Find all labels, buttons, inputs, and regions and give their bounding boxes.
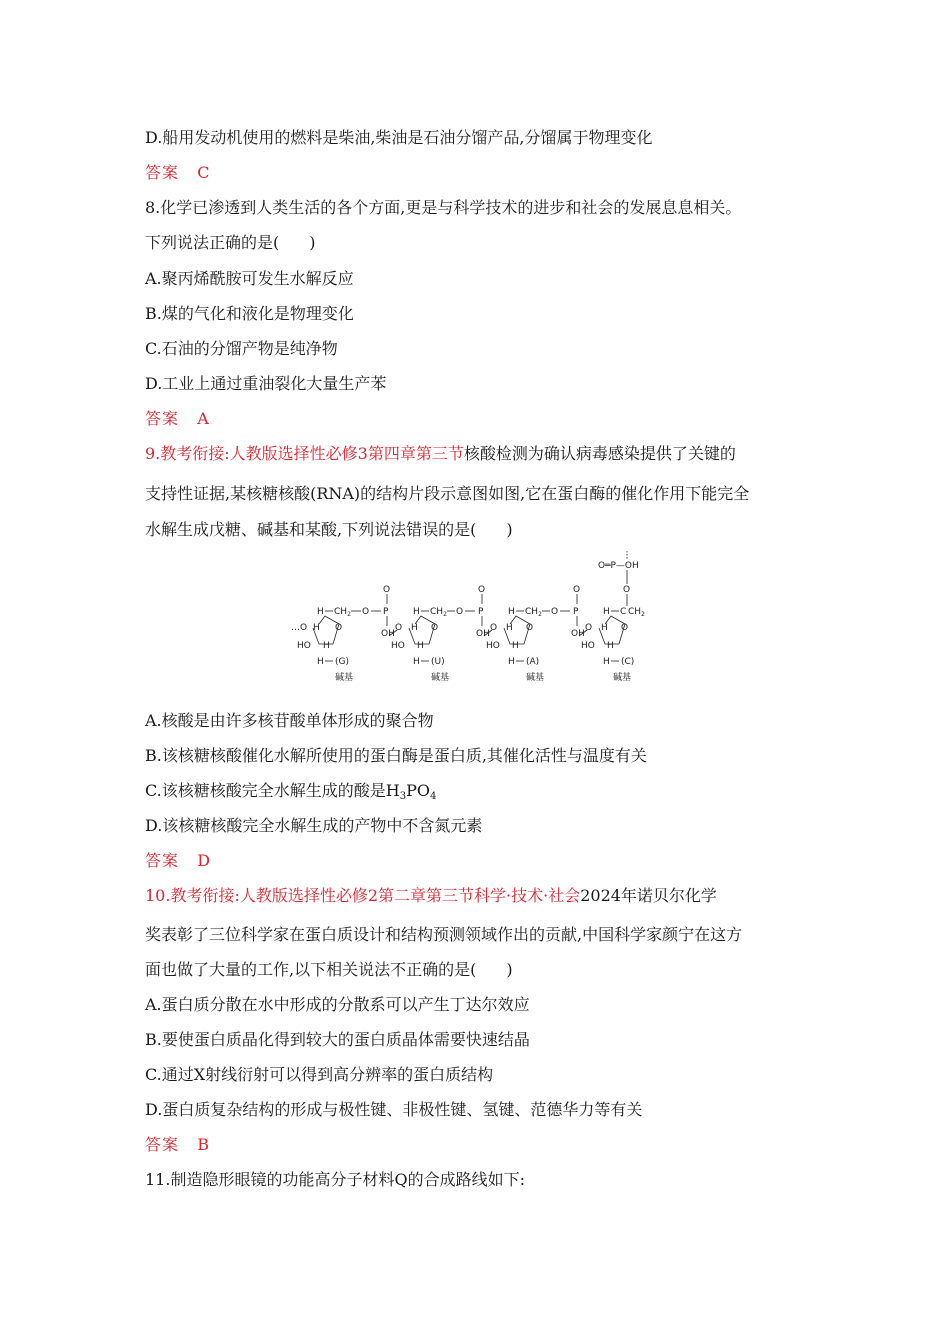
nucleotide-unit-1 — [297, 585, 402, 683]
atom-h: H — [413, 607, 420, 617]
atom-h: H — [601, 623, 608, 633]
q9-option-b: B.该核糖核酸催化水解所使用的蛋白酶是蛋白质,其催化活性与温度有关 — [145, 746, 647, 765]
q10-stem-close: ) — [506, 960, 513, 979]
answer-label: 答案 — [145, 409, 180, 428]
oh: OH — [381, 629, 395, 639]
q9-option-d: D.该核糖核酸完全水解生成的产物中不含氮元素 — [145, 816, 483, 835]
nucleotide-unit-2 — [391, 585, 497, 683]
q9-option-c — [145, 780, 436, 808]
atom-p: P — [383, 607, 389, 617]
base-c: (C) — [621, 657, 635, 667]
q9-stem-text: 核酸检测为确认病毒感染提供了关键的 — [463, 444, 736, 463]
q9-stem-text: 水解生成戊糖、碱基和某酸,下列说法错误的是( — [145, 520, 477, 539]
ho: HO — [486, 641, 500, 651]
base-label: 碱基 — [335, 673, 354, 683]
q10-stem-line3 — [145, 959, 513, 981]
base-a: (A) — [526, 657, 540, 667]
q10-number: 10. — [145, 886, 171, 905]
atom-o: O — [362, 607, 370, 617]
q9-stem-line3 — [145, 519, 513, 541]
atom-h: H — [411, 623, 418, 633]
ring-o: O — [526, 623, 534, 633]
atom-h: H — [512, 641, 519, 651]
base-u: (U) — [431, 657, 445, 667]
atom-o: O — [478, 585, 486, 595]
atom-h: H — [603, 607, 610, 617]
atom-h: H — [603, 657, 610, 667]
atom-h: H — [317, 657, 324, 667]
rna-structure-figure — [285, 548, 665, 690]
oh: OH — [476, 629, 490, 639]
answer-value: B — [197, 1135, 211, 1154]
base-g: (G) — [335, 657, 349, 667]
q7-answer — [145, 162, 211, 184]
q9-answer — [145, 850, 211, 872]
q8-option-c: C.石油的分馏产物是纯净物 — [145, 339, 338, 358]
atom-o: O — [585, 623, 593, 633]
q8-option-d: D.工业上通过重油裂化大量生产苯 — [145, 374, 387, 393]
option-c-text: C.该核糖核酸完全水解生成的酸是H — [145, 781, 400, 800]
atom-c: C — [620, 607, 627, 617]
ch2: $CH_2$ — [334, 607, 351, 618]
subscript: 4 — [429, 791, 437, 802]
q8-stem-close: ) — [309, 233, 316, 252]
atom-h: H — [508, 657, 515, 667]
option-c-text: PO — [406, 781, 430, 800]
top-o: O — [623, 585, 631, 595]
q10-stem-line2: 奖表彰了三位科学家在蛋白质设计和结构预测领域作出的贡献,中国科学家颜宁在这方 — [145, 925, 743, 944]
atom-h: H — [607, 641, 614, 651]
oh: OH — [571, 629, 585, 639]
atom-h: H — [323, 641, 330, 651]
q10-option-a: A.蛋白质分散在水中形成的分散系可以产生丁达尔效应 — [145, 995, 530, 1014]
answer-value: D — [197, 851, 212, 870]
q9-stem-line1 — [145, 443, 736, 465]
q8-option-a: A.聚丙烯酰胺可发生水解反应 — [145, 269, 354, 288]
atom-p: P — [573, 607, 579, 617]
q9-stem-close: ) — [506, 520, 513, 539]
atom-o: O — [573, 585, 581, 595]
base-label: 碱基 — [431, 673, 450, 683]
atom-h: H — [417, 641, 424, 651]
ch2: $CH_2$ — [430, 607, 447, 618]
atom-o: O — [490, 623, 498, 633]
atom-h: H — [506, 623, 513, 633]
q7-option-d: D.船用发动机使用的燃料是柴油,柴油是石油分馏产品,分馏属于物理变化 — [145, 128, 653, 147]
q10-option-d: D.蛋白质复杂结构的形成与极性键、非极性键、氢键、范德华力等有关 — [145, 1100, 643, 1119]
q9-tag: 教考衔接:人教版选择性必修3第四章第三节 — [160, 444, 464, 463]
ch2: $CH_2$ — [628, 607, 645, 618]
answer-label: 答案 — [145, 1135, 180, 1154]
atom-o: O — [395, 623, 403, 633]
base-label: 碱基 — [613, 673, 632, 683]
ho: HO — [391, 641, 405, 651]
base-label: 碱基 — [526, 673, 545, 683]
q8-stem-text: 下列说法正确的是( — [145, 233, 280, 252]
q10-stem-text: 2024年诺贝尔化学 — [580, 886, 717, 905]
answer-label: 答案 — [145, 851, 180, 870]
atom-h: H — [413, 657, 420, 667]
q8-answer — [145, 408, 210, 430]
q10-stem-line1 — [145, 885, 717, 907]
ring-o: O — [621, 623, 629, 633]
q10-option-c: C.通过X射线衍射可以得到高分辨率的蛋白质结构 — [145, 1065, 494, 1084]
q10-stem-text: 面也做了大量的工作,以下相关说法不正确的是( — [145, 960, 477, 979]
answer-value: C — [197, 163, 211, 182]
nucleotide-unit-3 — [486, 585, 592, 683]
atom-p: P — [478, 607, 484, 617]
q10-tag: 教考衔接:人教版选择性必修2第二章第三节科学·技术·社会 — [170, 886, 581, 905]
atom-h: H — [317, 607, 324, 617]
atom-o: O — [456, 607, 464, 617]
ho: HO — [297, 641, 311, 651]
q9-stem-line2: 支持性证据,某核糖核酸(RNA)的结构片段示意图如图,它在蛋白酶的催化作用下能完全 — [145, 484, 750, 503]
chain-start: …O — [291, 623, 308, 633]
q8-stem-line2 — [145, 232, 316, 254]
ho: HO — [581, 641, 595, 651]
q8-option-b: B.煤的气化和液化是物理变化 — [145, 304, 354, 323]
answer-value: A — [197, 409, 210, 428]
subscript: 3 — [399, 791, 407, 802]
q10-answer — [145, 1134, 210, 1156]
q9-option-a: A.核酸是由许多核苷酸单体形成的聚合物 — [145, 711, 434, 730]
atom-h: H — [313, 623, 320, 633]
atom-o: O — [383, 585, 391, 595]
ring-o: O — [431, 623, 439, 633]
q10-option-b: B.要使蛋白质晶化得到较大的蛋白质晶体需要快速结晶 — [145, 1030, 530, 1049]
ch2: $CH_2$ — [525, 607, 542, 618]
top-phosphate: O═P—OH — [598, 561, 639, 571]
q8-stem-line1: 8.化学已渗透到人类生活的各个方面,更是与科学技术的进步和社会的发展息息相关。 — [145, 198, 742, 217]
atom-h: H — [508, 607, 515, 617]
nucleotide-unit-4 — [581, 607, 645, 683]
answer-label: 答案 — [145, 163, 180, 182]
ring-o: O — [335, 623, 343, 633]
q9-number: 9. — [145, 444, 161, 463]
q11-stem: 11.制造隐形眼镜的功能高分子材料Q的合成路线如下: — [145, 1170, 525, 1189]
atom-o: O — [551, 607, 559, 617]
